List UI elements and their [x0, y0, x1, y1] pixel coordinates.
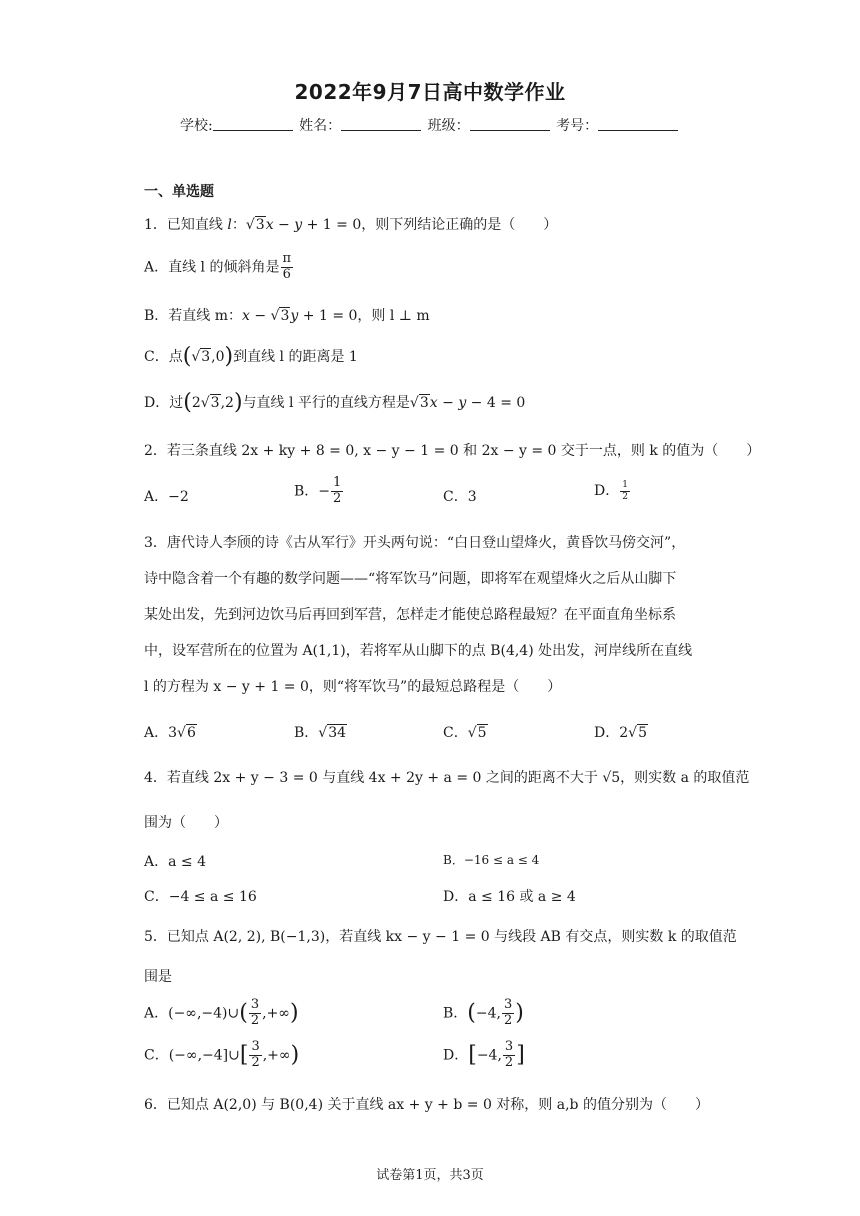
name-label: 姓名：	[299, 118, 342, 134]
q1-option-c-text: C．点	[144, 349, 183, 365]
class-blank[interactable]	[470, 117, 550, 131]
q1-line-name: l	[227, 217, 232, 233]
q3-line-4: 中，设军营所在的位置为 A(1,1)，若将军从山脚下的点 B(4,4) 处出发，河岸线所在直线	[144, 643, 693, 659]
section-heading: 一、单选题	[144, 184, 214, 200]
page-title: 2022年9月7日高中数学作业	[294, 80, 566, 104]
q5-c-fraction: $\frac{3}{2}$	[251, 1039, 260, 1070]
q4-option-d: D．a ≤ 16 或 a ≥ 4	[443, 889, 576, 905]
q5-option-c: C．(−∞,−4]∪[ $\frac{3}{2}$ ,+∞)	[144, 1039, 300, 1070]
q3-line-1: 3．唐代诗人李颀的诗《古从军行》开头两句说：“白日登山望烽火，黄昏饮马傍交河”，	[144, 535, 686, 551]
q2-stem: 2．若三条直线 2x + ky + 8 = 0, x − y − 1 = 0 和 2x − y = 0 交于一点，则 k 的值为（ ）	[144, 443, 761, 459]
q1-stem-text: 1．已知直线	[144, 217, 223, 233]
q2-option-d	[594, 480, 631, 502]
q1-option-d-tail: 与直线 l 平行的直线方程是	[242, 395, 410, 411]
q2-option-d-text: D．	[594, 483, 620, 499]
q5-option-a: A．(−∞,−4)∪( $\frac{3}{2}$ ,+∞)	[144, 997, 299, 1028]
q4-option-c: C．−4 ≤ a ≤ 16	[144, 889, 257, 905]
q1-option-b: B．若直线 m：x − √3y + 1 = 0，则 l ⊥ m	[144, 308, 430, 324]
school-blank[interactable]	[213, 117, 293, 131]
q1-option-c: C．点(√3,0)到直线 l 的距离是 1	[144, 344, 358, 369]
q3-option-b: B．√34	[294, 725, 347, 741]
q1-option-a-text: A．直线 l 的倾斜角是	[144, 259, 280, 276]
q1-option-c-tail: 到直线 l 的距离是 1	[233, 349, 358, 365]
q3-option-a: A．3√6	[144, 725, 196, 741]
q3-line-3: 某处出发，先到河边饮马后再回到军营，怎样走才能使总路程最短？在平面直角坐标系	[144, 607, 676, 623]
q1-option-d-text: D．过	[144, 395, 184, 411]
q5-option-a-text: A．(−∞,−4)∪	[144, 1005, 240, 1022]
q5-a-fraction: $\frac{3}{2}$	[250, 997, 260, 1028]
q5-option-d: D．[−4, $\frac{3}{2}$ ]	[443, 1039, 525, 1070]
q3-line-2: 诗中隐含着一个有趣的数学问题——“将军饮马”问题，即将军在观望烽火之后从山脚下	[144, 571, 677, 587]
q3-option-c: C．√5	[443, 725, 487, 741]
number-label: 考号：	[556, 118, 599, 134]
q5-d-fraction: $\frac{3}{2}$	[504, 1039, 514, 1070]
q4-option-b: B．−16 ≤ a ≤ 4	[443, 853, 540, 867]
q2-option-a: A．−2	[144, 489, 189, 505]
q1-option-a-fraction: $\frac{\pi}{6}$	[282, 251, 292, 282]
q3-option-d: D．2√5	[594, 725, 647, 741]
q1-option-b-tail: ，则 l ⊥ m	[357, 308, 430, 324]
q1-option-b-text: B．若直线 m：	[144, 308, 243, 324]
q2-option-d-fraction: $\frac{1}{2}$	[622, 480, 628, 502]
class-label: 班级：	[427, 118, 470, 134]
q1-stem-tail: ，则下列结论正确的是（ ）	[361, 217, 558, 233]
page-footer: 试卷第1页，共3页	[376, 1168, 484, 1183]
q3-option-c-text: C．	[443, 725, 468, 741]
q1-option-a	[144, 252, 294, 283]
q5-b-fraction: $\frac{3}{2}$	[503, 997, 513, 1028]
q3-option-d-text: D．2	[594, 725, 629, 741]
q3-option-a-text: A．3	[144, 725, 178, 741]
q1-option-d: D．过(2√3,2)与直线 l 平行的直线方程是√3x − y − 4 = 0	[144, 390, 526, 415]
q3-line-5: l 的方程为 x − y + 1 = 0，则“将军饮马”的最短总路程是（ ）	[144, 679, 562, 695]
q2-option-b	[294, 476, 344, 507]
q2-option-c: C．3	[443, 489, 477, 505]
number-blank[interactable]	[598, 117, 678, 131]
q3-option-b-text: B．	[294, 725, 319, 741]
school-label: 学校:	[180, 118, 213, 134]
q6-stem: 6．已知点 A(2,0) 与 B(0,4) 关于直线 ax + y + b = 0 对称，则 a,b 的值分别为（ ）	[144, 1097, 709, 1113]
q5-line-2: 围是	[144, 969, 172, 985]
q5-option-c-text: C．(−∞,−4]∪	[144, 1047, 240, 1064]
q4-option-a: A．a ≤ 4	[144, 854, 206, 870]
q5-line-1: 5．已知点 A(2, 2), B(−1,3)，若直线 kx − y − 1 = 0 与线段 AB 有交点，则实数 k 的取值范	[144, 929, 737, 945]
q4-line-1: 4．若直线 2x + y − 3 = 0 与直线 4x + 2y + a = 0 之间的距离不大于 √5，则实数 a 的取值范	[144, 770, 750, 786]
name-blank[interactable]	[341, 117, 421, 131]
q5-option-b-text: B．	[443, 1005, 468, 1022]
q2-option-b-text: B．−	[294, 483, 331, 500]
q4-line-2: 围为（ ）	[144, 815, 228, 831]
q2-option-b-fraction: $\frac{1}{2}$	[333, 475, 342, 506]
q5-option-b: B．(−4, $\frac{3}{2}$ )	[443, 997, 524, 1028]
student-info-row	[180, 115, 680, 135]
q5-option-d-text: D．	[443, 1047, 469, 1064]
q1-stem: 1．已知直线 l：√3x − y + 1 = 0，则下列结论正确的是（ ）	[144, 217, 558, 233]
